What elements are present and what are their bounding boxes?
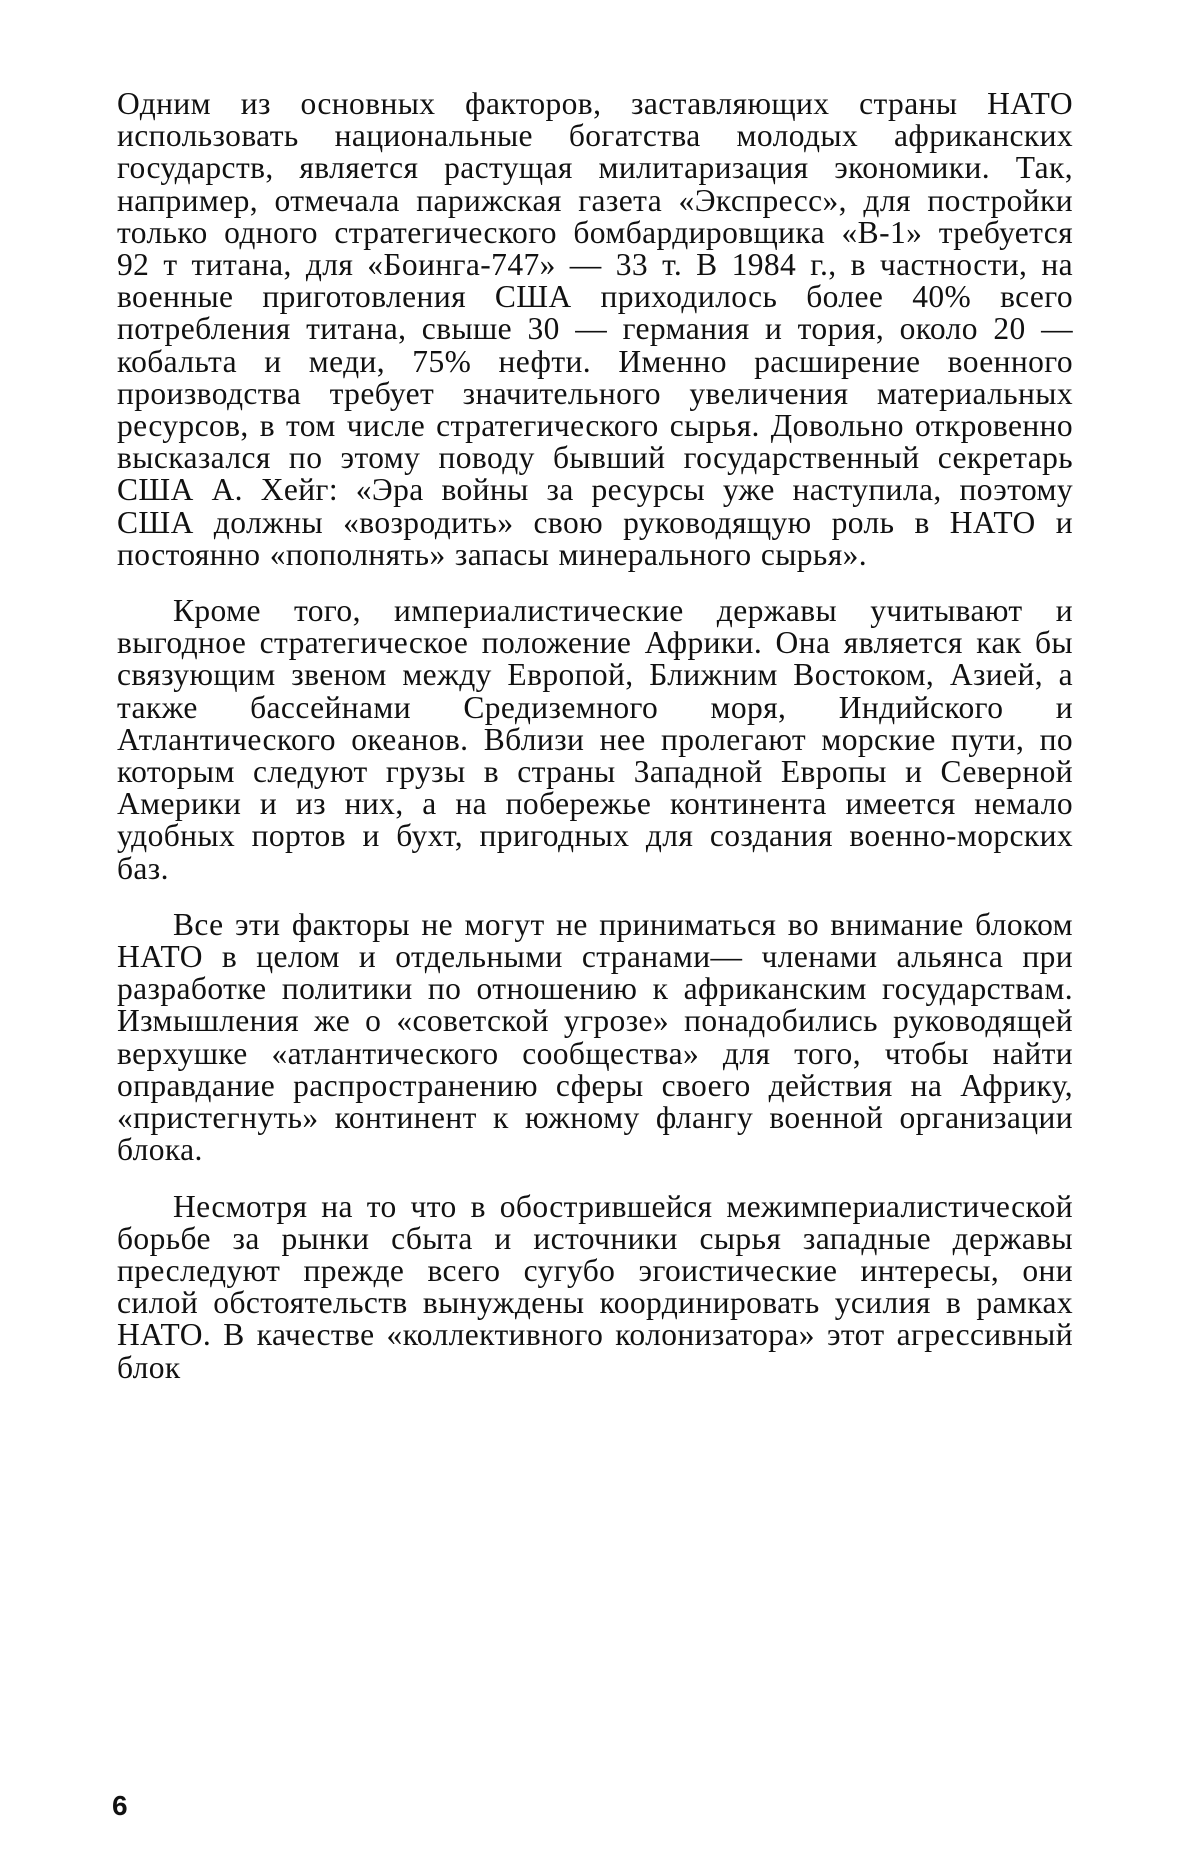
page-number: 6	[112, 1790, 128, 1821]
paragraph-1: Одним из основных факторов, заставляющих страны НАТО использовать национальные богатства молодых африканских государств, является растущая милитаризация экономики. Так, например, отмечала парижская газета «Экспресс», для постройки только одного стратегического бомбардировщика «В-1» требуется 92 т титана, для «Боинга-747» — 33 т. В 1984 г., в частности, на военные приготовления США приходилось более 40% всего потребления титана, свыше 30 — германия и тория, около 20 — кобальта и меди, 75% нефти. Именно расширение военного производства требует значительного увеличения материальных ресурсов, в том числе стратегического сырья. Довольно откровенно высказался по этому поводу бывший государственный секретарь США А. Хейг: «Эра войны за ресурсы уже наступила, поэтому США должны «возродить» свою руководящую роль в НАТО и постоянно «пополнять» запасы минерального сырья».	[117, 86, 1073, 572]
paragraph-3: Все эти факторы не могут не приниматься во внимание блоком НАТО в целом и отдельными странами— членами альянса при разработке политики по отношению к африканским государствам. Измышления же о «советской угрозе» понадобились руководящей верхушке «атлантического сообщества» для того, чтобы найти оправдание распространению сферы своего действия на Африку, «пристегнуть» континент к южному флангу военной организации блока.	[117, 906, 1073, 1168]
body-text	[117, 88, 1073, 1384]
paragraph-2: Кроме того, империалистические державы учитывают и выгодное стратегическое положение Африки. Она является как бы связующим звеном между Европой, Ближним Востоком, Азией, а также бассейнами Средиземного моря, Индийского и Атлантического океанов. Вблизи нее пролегают морские пути, по которым следуют грузы в страны Западной Европы и Северной Америки и из них, а на побережье континента имеется немало удобных портов и бухт, пригодных для создания военно-морских баз.	[117, 593, 1073, 886]
paragraph-4: Несмотря на то что в обострившейся межимпериалистической борьбе за рынки сбыта и источники сырья западные державы преследуют прежде всего сугубо эгоистические интересы, они силой обстоятельств вынуждены координировать усилия в рамках НАТО. В качестве «коллективного колонизатора» этот агрессивный блок	[117, 1188, 1073, 1385]
